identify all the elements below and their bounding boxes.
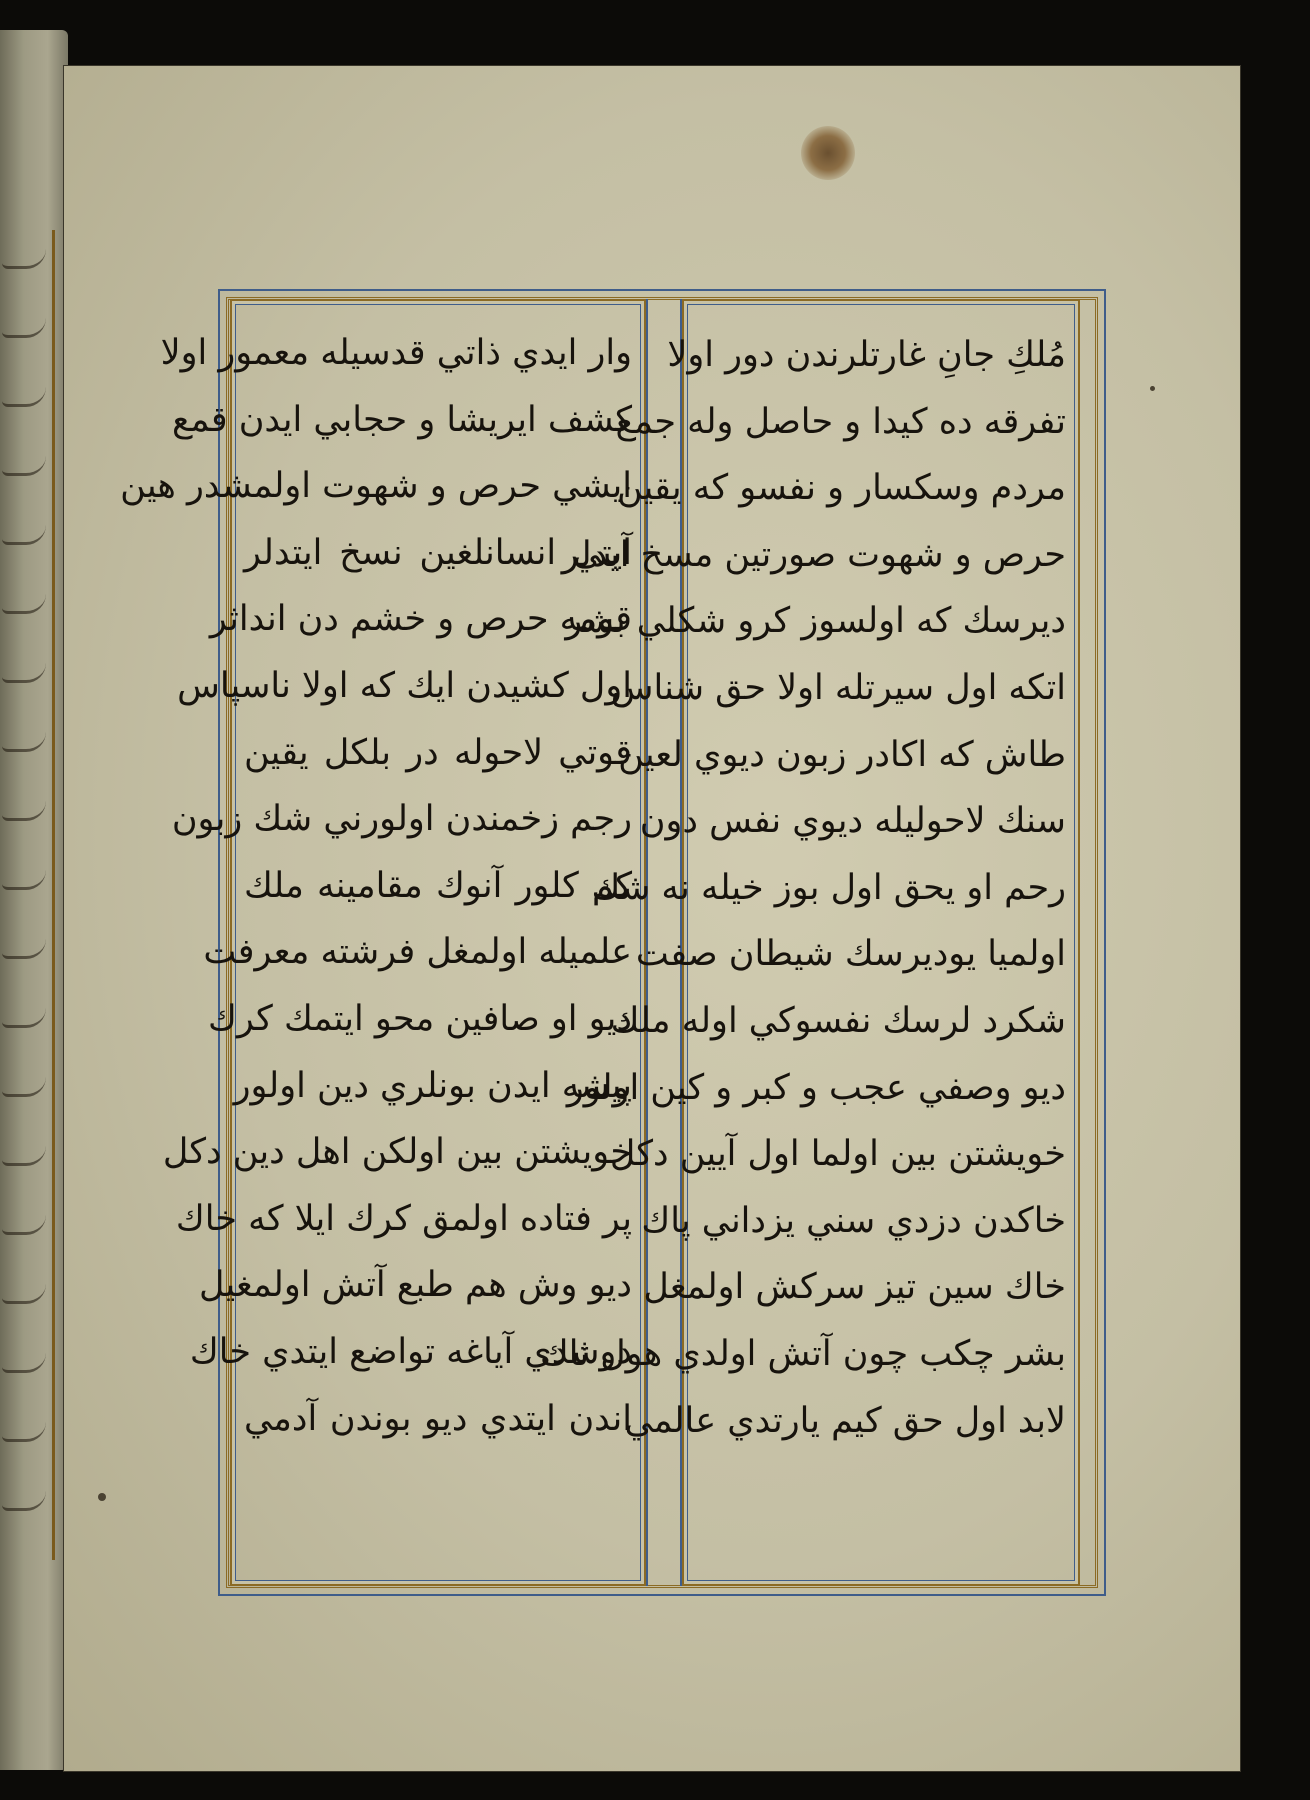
verse-line: سنك لاحوليله ديوي نفس دون xyxy=(639,801,1066,842)
paper-spot xyxy=(1150,386,1155,391)
verse-line: مردم وسكسار و نفسو كه يقين xyxy=(616,468,1066,509)
verse-line: خويشتن بين اولما اول آيين دكل xyxy=(609,1134,1066,1175)
verse-line: بشر چكب چون آتش اولدي هول ناك xyxy=(539,1333,1066,1374)
manuscript-folio xyxy=(64,66,1240,1771)
text-block-ruling xyxy=(120,289,1106,1596)
verse-line: پر فتاده اولمق كرك ايلا كه خاك xyxy=(175,1198,632,1239)
verse-line: علميله اولمغل فرشته معرفت xyxy=(203,932,632,973)
verse-line: لابد اول حق كيم يارتدي عالمي xyxy=(624,1400,1066,1441)
verse-line: قوتي لاحوله در بلكل يقين xyxy=(244,732,632,773)
facing-page-line xyxy=(2,934,46,959)
verse-line: خويشتن بين اولكن اهل دين دكل xyxy=(162,1132,632,1173)
verse-line: تفرقه ده كيدا و حاصل وله جمع xyxy=(615,401,1066,442)
facing-page-line xyxy=(2,1210,46,1235)
facing-page-text-frame xyxy=(0,230,55,1560)
verse-line: اتكه اول سيرتله اولا حق شناس xyxy=(610,667,1066,708)
text-column-right xyxy=(539,299,1080,1586)
verse-line: خاك سين تيز سركش اولمغل xyxy=(643,1267,1066,1308)
verse-line: ديو وصفي عجب و كبر و كين اولور xyxy=(566,1067,1066,1108)
verse-line: رجم زخمندن اولورني شك زبون xyxy=(171,799,632,840)
facing-page-line xyxy=(2,382,46,407)
facing-page-line xyxy=(2,520,46,545)
facing-page-line xyxy=(2,658,46,683)
verse-line: مُلكِ جانِ غارتلرندن دور اولا xyxy=(667,335,1066,375)
verse-line: ديو وش هم طبع آتش اولمغيل xyxy=(198,1265,632,1306)
facing-page-line xyxy=(2,1348,46,1373)
verse-line: آيتي انسانلغين نسخ ايتدلر xyxy=(244,532,632,573)
verse-line: رحم او يحق اول بوز خيله نه شك xyxy=(591,867,1066,908)
verse-line: دوشدي آياغه تواضع ايتدي خاك xyxy=(189,1331,632,1372)
paper-stain xyxy=(801,126,855,180)
verse-lines-right xyxy=(539,323,1066,1455)
facing-page-line xyxy=(2,451,46,476)
facing-page-line xyxy=(2,1072,46,1097)
facing-page-edge xyxy=(0,30,68,1770)
verse-line: قومه حرص و خشم دن انداثر xyxy=(209,599,632,640)
facing-page-line xyxy=(2,313,46,338)
facing-page-line xyxy=(2,865,46,890)
verse-line: شكرد لرسك نفسوكي اوله ملك xyxy=(610,1000,1066,1041)
verse-line: كم كلور آنوك مقامينه ملك xyxy=(244,865,632,906)
verse-line: اولميا يوديرسك شيطان صفت xyxy=(635,934,1066,975)
verse-line: طاش كه اكادر زبون ديوي لعين xyxy=(618,734,1066,775)
verse-line: اندن ايتدي ديو بوندن آدمي xyxy=(244,1398,632,1439)
verse-line: ايشي حرص و شهوت اولمشدر هين xyxy=(120,466,632,507)
facing-page-line xyxy=(2,589,46,614)
verse-line: حرص و شهوت صورتين مسخ ايدلر xyxy=(561,534,1066,575)
facing-page-line xyxy=(2,244,46,269)
facing-page-line xyxy=(2,1279,46,1304)
verse-line: پيشه ايدن بونلري دين اولور xyxy=(233,1065,632,1106)
facing-page-line xyxy=(2,1141,46,1166)
verse-line: وار ايدي ذاتي قدسيله معمور اولا xyxy=(160,333,632,373)
paper-spot xyxy=(98,1493,106,1501)
verse-line: ديو او صافين محو ايتمك كرك xyxy=(208,998,632,1039)
facing-page-line xyxy=(2,1417,46,1442)
verse-line: ديرسك كه اولسوز كرو شكلي بشر xyxy=(565,601,1066,642)
verse-line: كشف ايريشا و حجابي ايدن قمع xyxy=(172,399,632,440)
text-column-left xyxy=(120,299,646,1586)
facing-page-line xyxy=(2,796,46,821)
verse-lines-left xyxy=(120,321,632,1453)
facing-page-line xyxy=(2,1486,46,1511)
verse-line: اول كشيدن ايك كه اولا ناسپاس xyxy=(177,665,632,706)
facing-page-line xyxy=(2,1003,46,1028)
verse-line: خاكدن دزدي سني يزداني پاك xyxy=(641,1200,1066,1241)
facing-page-line xyxy=(2,727,46,752)
